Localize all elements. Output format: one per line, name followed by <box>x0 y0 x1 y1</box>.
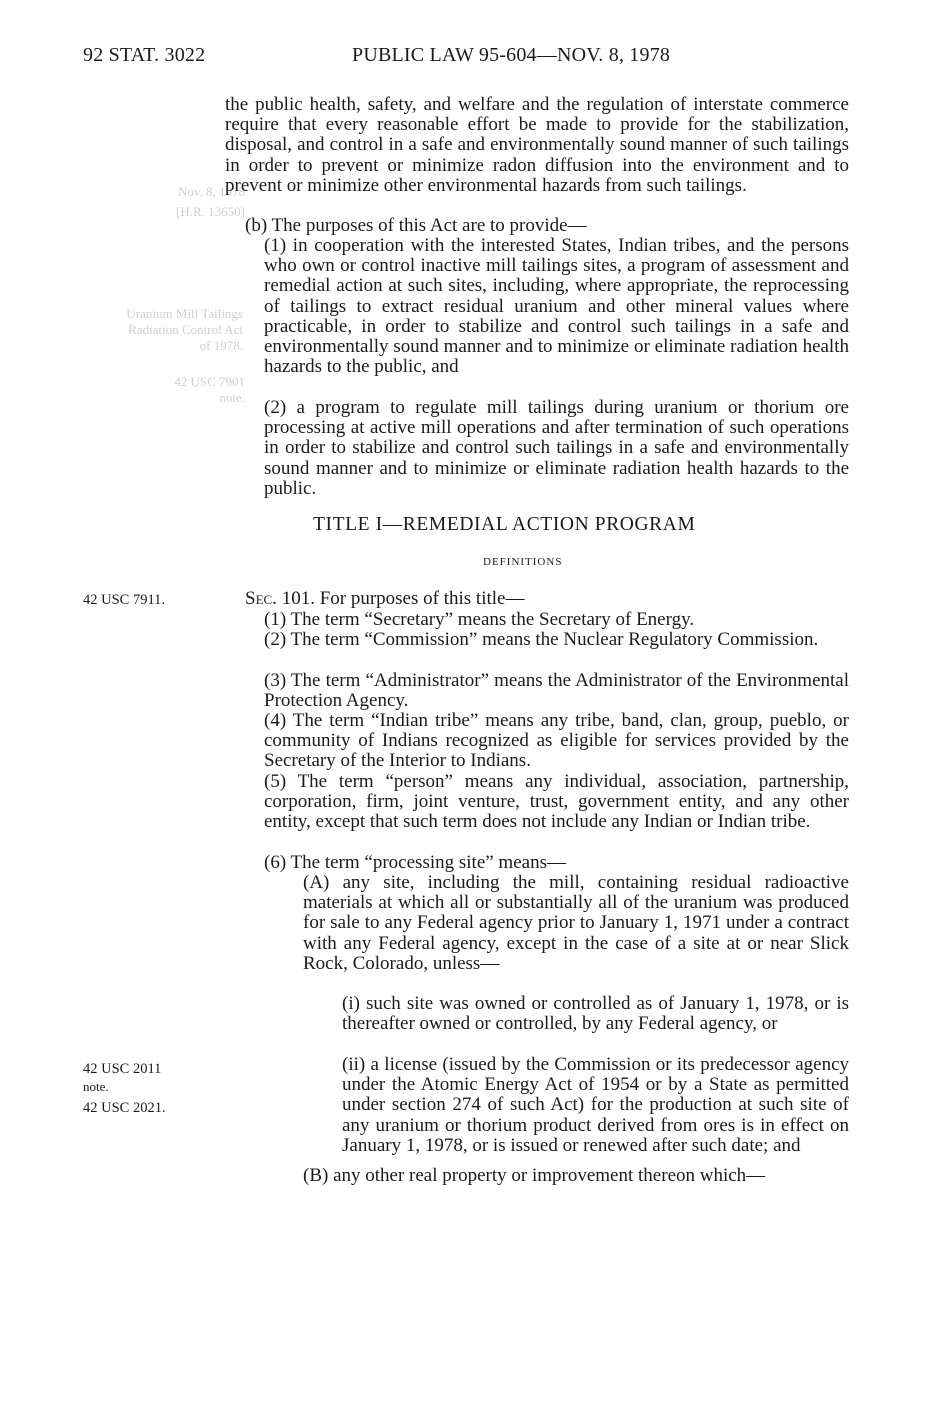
definition-6-A: (A) any site, including the mill, containing residual radioactive materials at which all or substantially all of the uranium was produced for sale to any Federal agency prior to January 1, 1971 under a contract with any Federal agency, except in the case of a site at or near Slick Rock, Colorado, unless— <box>303 872 849 974</box>
definition-2: (2) The term “Commission” means the Nuclear Regulatory Commission. <box>264 629 819 650</box>
page-citation: 92 STAT. 3022 <box>83 44 206 66</box>
title-heading: TITLE I—REMEDIAL ACTION PROGRAM <box>313 514 696 535</box>
paragraph-findings: the public health, safety, and welfare and the regulation of interstate commerce require that every reasonable effort be made to provide for the stabilization, disposal, and control in a safe and environmentally sound manner of such tailings in order to prevent or minimize radon diffusion into the environment and to prevent or minimize other environmental hazards from such tailings. <box>225 94 849 196</box>
definition-6-B: (B) any other real property or improvement thereon which— <box>303 1165 766 1186</box>
definition-6: (6) The term “processing site” means— <box>264 852 566 873</box>
section-101-lead <box>245 589 849 609</box>
margin-citation-2021: 42 USC 2021. <box>83 1100 166 1116</box>
definition-6-A-i: (i) such site was owned or controlled as of January 1, 1978, or is thereafter owned or controlled, by any Federal agency, or <box>342 993 849 1035</box>
purpose-2: (2) a program to regulate mill tailings during uranium or thorium ore processing at active mill operations and after termination of such operations in order to stabilize and control such tailings in a safe and environmentally sound manner and to minimize or eliminate radiation health hazards to the public. <box>264 397 849 499</box>
definition-1: (1) The term “Secretary” means the Secretary of Energy. <box>264 609 695 630</box>
margin-citation-7911: 42 USC 7911. <box>83 592 166 608</box>
ghost-date-note: Nov. 8, 1978 <box>177 184 245 199</box>
paragraph-purposes: (b) The purposes of this Act are to provide— <box>245 215 587 236</box>
running-header: PUBLIC LAW 95-604—NOV. 8, 1978 <box>352 44 671 66</box>
margin-citation-note: note. <box>83 1079 109 1094</box>
definition-3: (3) The term “Administrator” means the Administrator of the Environmental Protection Agency. <box>264 670 849 712</box>
section-subheading: DEFINITIONS <box>483 556 563 568</box>
ghost-bill-note: [H.R. 13650] <box>176 204 245 219</box>
definition-4: (4) The term “Indian tribe” means any tribe, band, clan, group, pueblo, or community of Indians recognized as eligible for services provided by the Secretary of the Interior to Indians. <box>264 710 849 772</box>
section-prefix: Sec. <box>245 588 277 609</box>
margin-citation-2011: 42 USC 2011 <box>83 1061 162 1077</box>
purpose-1: (1) in cooperation with the interested States, Indian tribes, and the persons who own or control inactive mill tailings sites, a program of assessment and remedial action at such sites, including, where appropriate, the reprocessing of tailings to extract residual uranium and other mineral values where practicable, in order to stabilize and control such tailings in a safe and environmentally sound manner and to minimize or eliminate radiation health hazards to the public, and <box>264 235 849 378</box>
ghost-cite-note: 42 USC 7901 note. <box>174 374 245 405</box>
section-lead-text: 101. For purposes of this title— <box>281 588 525 609</box>
definition-5: (5) The term “person” means any individual, association, partnership, corporation, firm, joint venture, trust, government entity, and any other entity, except that such term does not include any Indian or Indian tribe. <box>264 771 849 833</box>
definition-6-A-ii: (ii) a license (issued by the Commission or its predecessor agency under the Atomic Energy Act of 1954 or by a State as permitted under section 274 of such Act) for the production at such site of any uranium or thorium product derived from ores is in effect on January 1, 1978, or is issued or renewed after such date; and <box>342 1054 849 1156</box>
ghost-act-name-note: Uranium Mill Tailings Radiation Control Act of 1978. <box>126 306 243 353</box>
